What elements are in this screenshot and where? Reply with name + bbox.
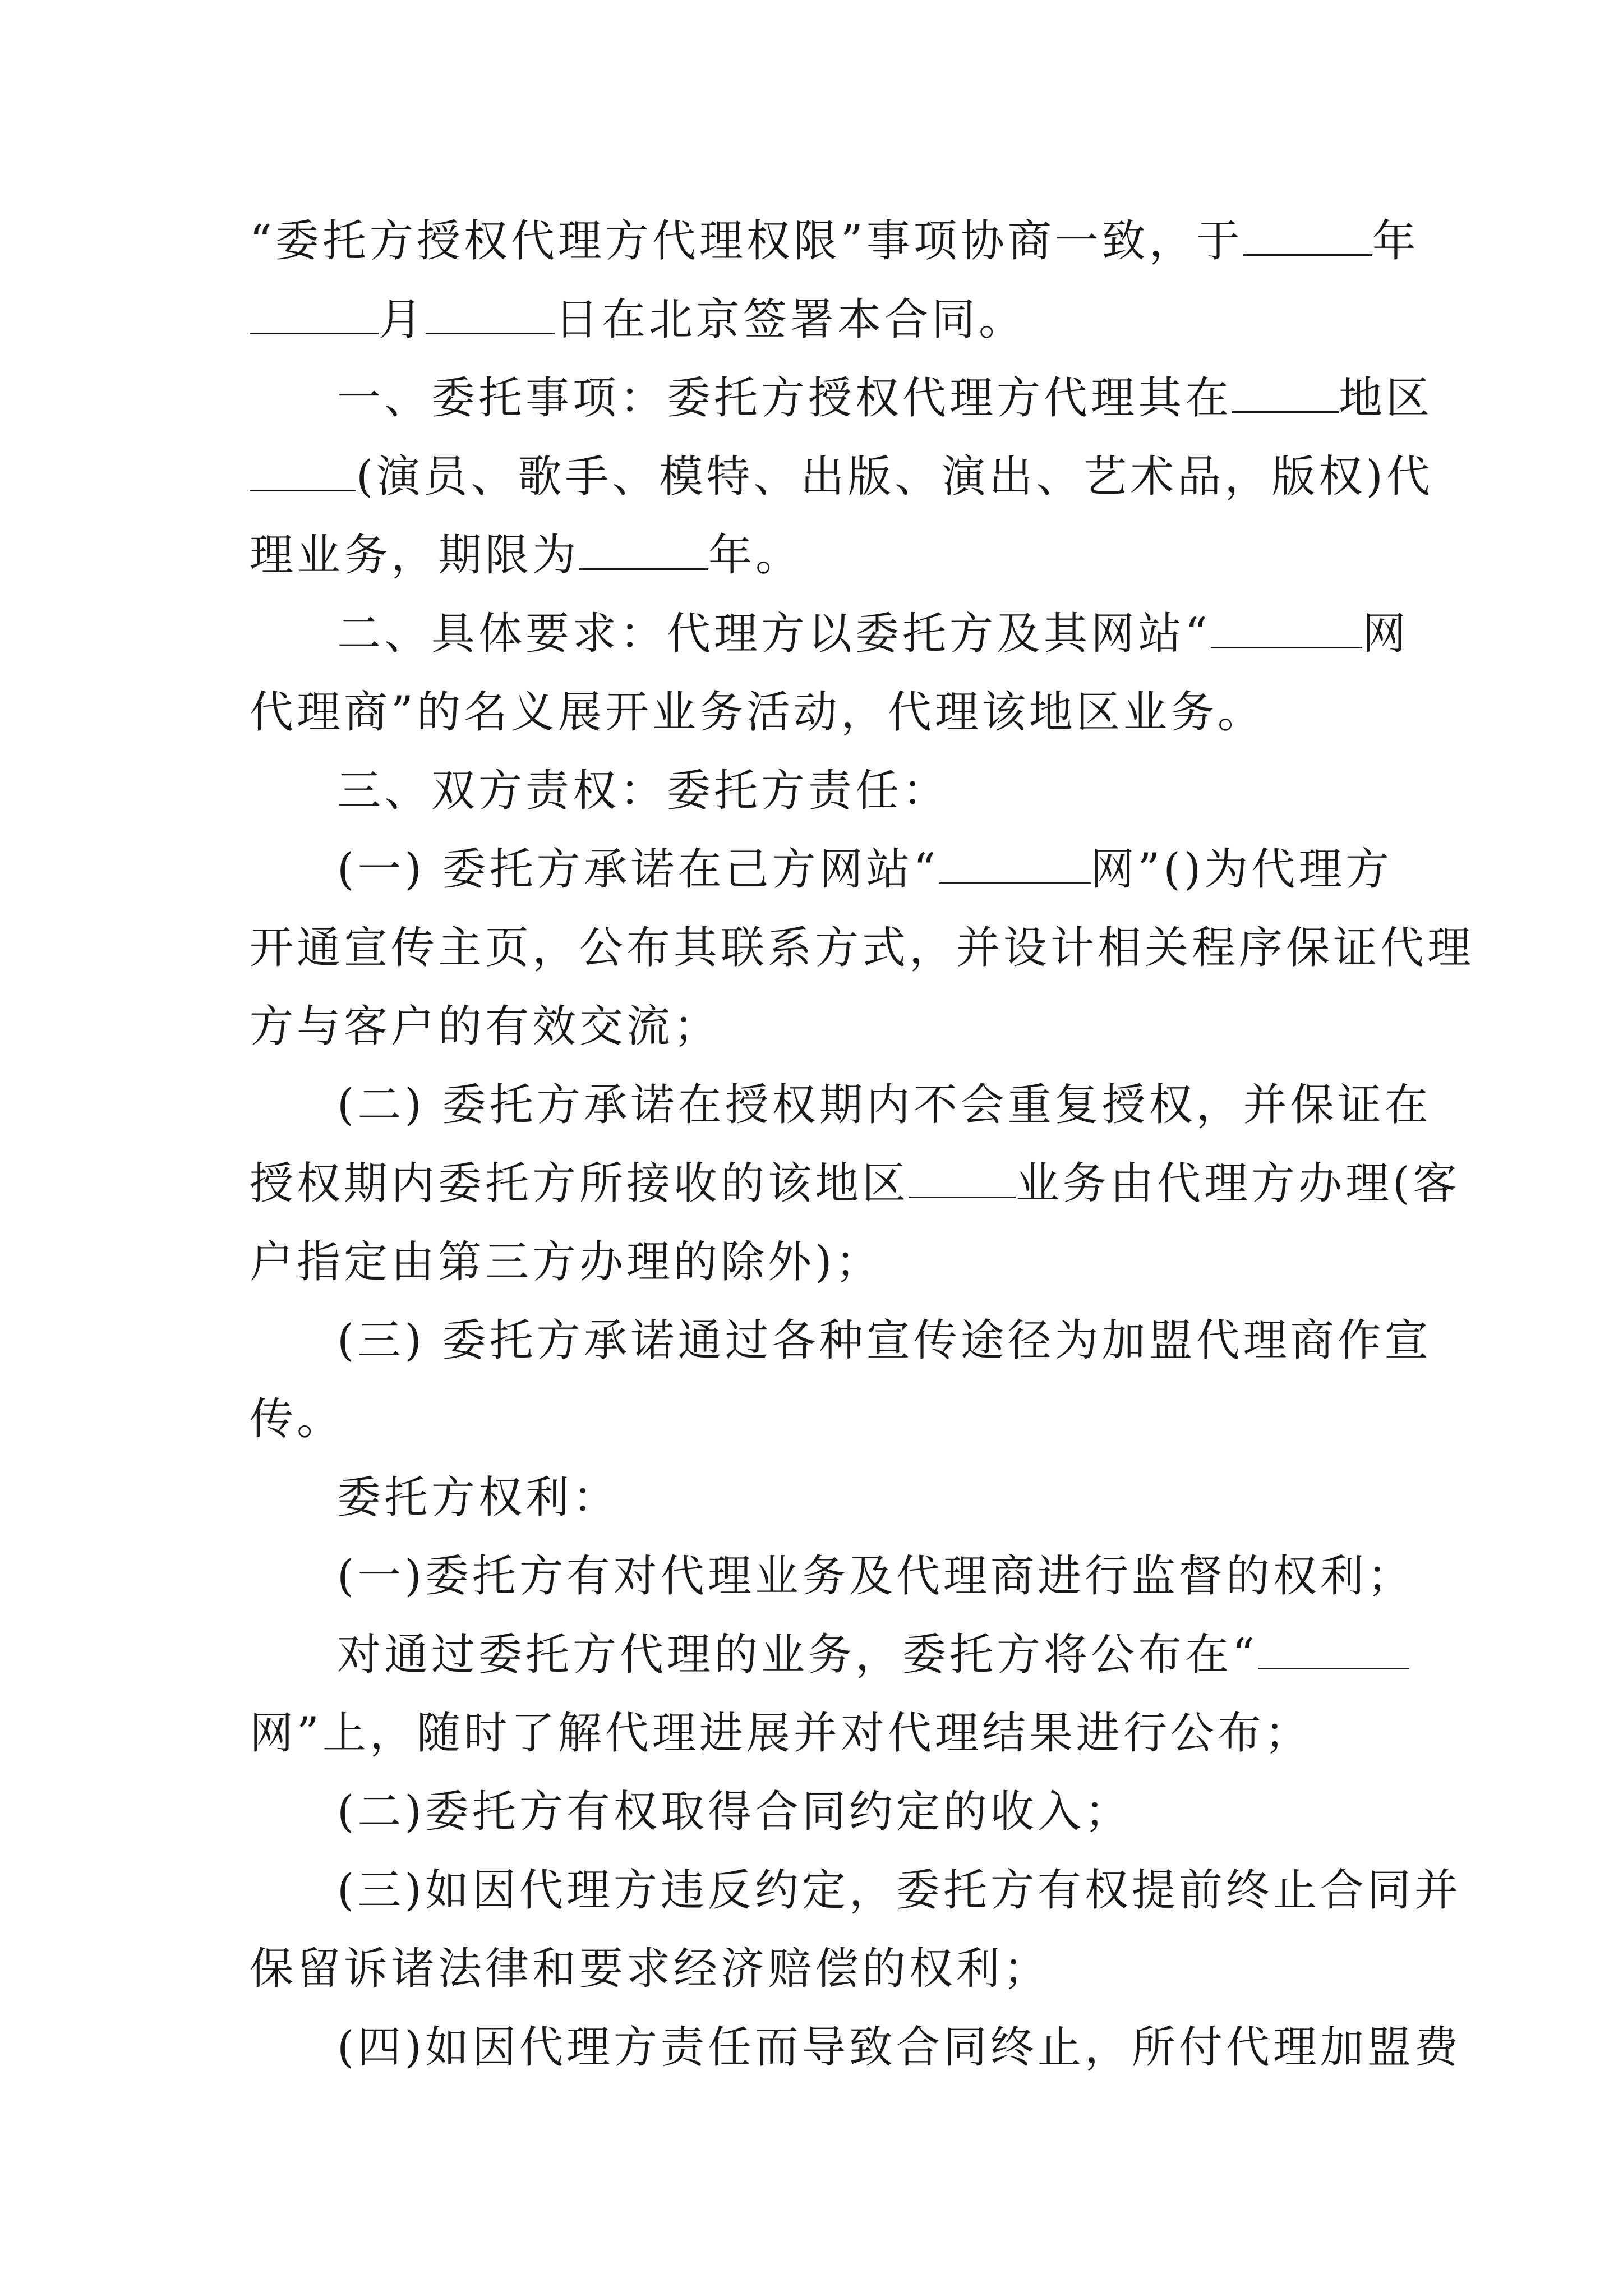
fill-blank <box>579 529 708 570</box>
fill-blank <box>426 293 555 334</box>
text-line: 理业务，期限为 年。 <box>250 530 803 581</box>
section-heading: 委托方权利： <box>337 1473 620 1523</box>
text-line: 开通宣传主页，公布其联系方式，并设计相关程序保证代理 <box>250 923 1475 973</box>
text-line: 户指定由第三方办理的除外)； <box>250 1237 883 1287</box>
fill-blank <box>250 293 379 334</box>
fill-blank <box>1232 372 1339 413</box>
text-line: (一)委托方有对代理业务及代理商进行监督的权利； <box>337 1551 1414 1602</box>
text-line: (三)如因代理方违反约定，委托方有权提前终止合同并 <box>337 1865 1461 1916</box>
text-line: 授权期内委托方所接收的该地区 业务由代理方办理(客 <box>250 1158 1460 1209</box>
fill-blank <box>250 450 356 491</box>
fill-blank <box>1258 1628 1409 1669</box>
text-line: 方与客户的有效交流； <box>250 1001 721 1052</box>
text-line: 保留诉诸法律和要求经济赔偿的权利； <box>250 1944 1051 1994</box>
text-line: (三) 委托方承诺通过各种宣传途径为加盟代理商作宣 <box>337 1315 1432 1366</box>
text-line: 传。 <box>250 1394 344 1444</box>
text-line: 一、委托事项：委托方授权代理方代理其在 地区 <box>337 373 1433 424</box>
text-line: 月 日在北京签署本合同。 <box>250 280 1388 359</box>
text-line: 网”上，随时了解代理进展并对代理结果进行公布； <box>250 1708 1312 1759</box>
contract-body <box>250 202 1475 2087</box>
section-heading: 三、双方责权：委托方责任： <box>337 766 950 816</box>
fill-blank <box>1243 215 1372 256</box>
text-line: “委托方授权代理方代理权限”事项协商一致，于 年 <box>250 216 1419 266</box>
text-line: (二) 委托方承诺在授权期内不会重复授权，并保证在 <box>337 1080 1432 1130</box>
text-line: (二)委托方有权取得合同约定的收入； <box>337 1787 1132 1837</box>
fill-blank <box>939 843 1091 884</box>
fill-blank <box>909 1157 1016 1198</box>
fill-blank <box>1211 608 1362 648</box>
text-line: (四)如因代理方责任而导致合同终止，所付代理加盟费 <box>337 2022 1461 2073</box>
text-line: 对通过委托方代理的业务，委托方将公布在“ <box>250 1616 1388 1694</box>
text-line: 代理商”的名义展开业务活动，代理该地区业务。 <box>250 687 1265 738</box>
text-line: (一) 委托方承诺在己方网站“ 网”()为代理方 <box>337 844 1393 895</box>
text-line: (演员、歌手、模特、出版、演出、艺术品，版权)代 <box>250 438 1388 516</box>
text-line: 二、具体要求：代理方以委托方及其网站“ 网 <box>337 609 1409 659</box>
